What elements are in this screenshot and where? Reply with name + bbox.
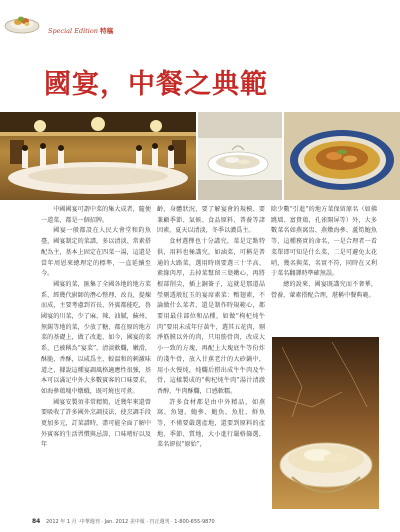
article-column-3 — [271, 205, 377, 301]
article-column-2 — [157, 205, 265, 451]
page-header — [0, 0, 400, 46]
special-edition-zh: 特稿 — [100, 27, 114, 35]
soup-bowl-photo — [198, 112, 282, 200]
footer-publication-info: 2012 年 1 月 ·中華週刊 · Jan. 2012 美中報 · 円正週刊 · 1-800-655-9870 — [45, 519, 215, 525]
birds-nest-soup-photo — [272, 337, 379, 509]
article-title: 國宴，中餐之典範 — [44, 69, 268, 100]
paragraph: 國宴一般都設在人民大會堂和釣魚臺，國宴制定的菜譜，多以清淡、常素搭配為主，基本上固定在四菜一湯，這還是當年周恩來總理定的標準，一直延續至今。 — [41, 227, 151, 278]
photo-strip — [0, 112, 400, 200]
banquet-hall-photo — [0, 112, 196, 200]
special-edition-en: Special Edition — [48, 27, 98, 35]
paragraph: 齡、身體狀況，要了解宴會的規模、要兼顧季節、氣候、食品原料、普養等諸因素，夏天以清淡，冬季以濃爲主。 — [157, 206, 265, 235]
paragraph: 總的說來，國宴既講究而不奢華，營養，葷素搭配合理，堪稱中餐典範。 — [271, 280, 377, 299]
special-edition-label — [48, 26, 113, 35]
dish-logo-icon — [4, 6, 40, 36]
paragraph: 國宴安製須非常精簡，近幾年來還曾要吸收了許多國外烹調技法，使烹調手段更加多元，訂菜譜時，盡可能全面了解中外賓客的生活習慣與忌諱，口味嗜好以及年 — [41, 398, 151, 449]
article-column-1 — [41, 205, 151, 451]
plated-dish-photo — [284, 112, 400, 200]
paragraph: 國宴的菜，匯集了全國各地的地方菜系，經幾代廚師的潛心整理、改良、提煉而成，主要考慮到首長、外賓都能吃，魯國宴的川菜，少了麻、辣、油膩，蘇州、無錫等地的菜，少放了糖，都在原的地方菜的基礎上，做了改進，如今，國宴的菜系，已被稱為“宴菜”，清淡軟爛，嫩滑，酥脆，香酥，以咸爲主，較溫和的刺激味道之，據說這種宴調風格適應性很強，基本可以滿足中外大多數賓客的口味要求，如海參鶏塊中燉蛾，既可燒也可煮。 — [41, 280, 151, 395]
paragraph: 中國國宴可謂中菜的集大成者，隨便一道菜，都是一個招牌。 — [41, 206, 151, 224]
page-number: 84 — [32, 518, 41, 525]
footer-text-line — [32, 518, 215, 525]
paragraph: 食材選擇也十分講究，菜是定點特供，用料也極講究，如滷菜，可稱是普通的大路菜，選用時則要選三十半高、素緣肉厚，去掉菜幫留三葉嫩心，再將根部削尖，插上銅簽子，這就是那道晶瑩剔透般紅玉的宴席素菜：鴨翅素，不論做什么菜者，還是制作時規範心，都要用最佳部位和品種，如做“枸杞炖牛肉”要用未成年仔黃牛，選其五花肉，剔淨筋膜以外的肉，只用筋骨肉，改成大小一致的方塊，再配上大塊底牛等份炸的淺牛骨，放入甘蕉老汁的大砂鍋中，用小火慢炖，炖爛后撈出成牛牛肉及牛骨，這樣製成的“枸杞炖牛肉”湯汁清澈香醇，牛肉酥爛，口感軟糯。 — [157, 238, 265, 395]
paragraph: 除少數“引進”的地方菜保留原名（如佛跳墻、富貴鶏，孔雀開屏等）外，大多數菜名如燕窩盅、燕燉海參、蘆筍鮑魚等，這種務實的命名，一是合理者一看菜單即可知是什么菜，二是可避免太花哨，幾名與菜，名實不符，同時在又利于菜名翻譯時準確無誤。 — [271, 206, 377, 278]
page-footer — [0, 514, 400, 532]
paragraph: 許多食材都是由中外精品，如燕窩、魚翅、鮑參、鮑魚、魚肚、鮮魚等，不僅要嚴選產地，還要到原料的產地、季節、質地，大小進行嚴格篩選，菜名卻很“原始”， — [157, 398, 265, 449]
